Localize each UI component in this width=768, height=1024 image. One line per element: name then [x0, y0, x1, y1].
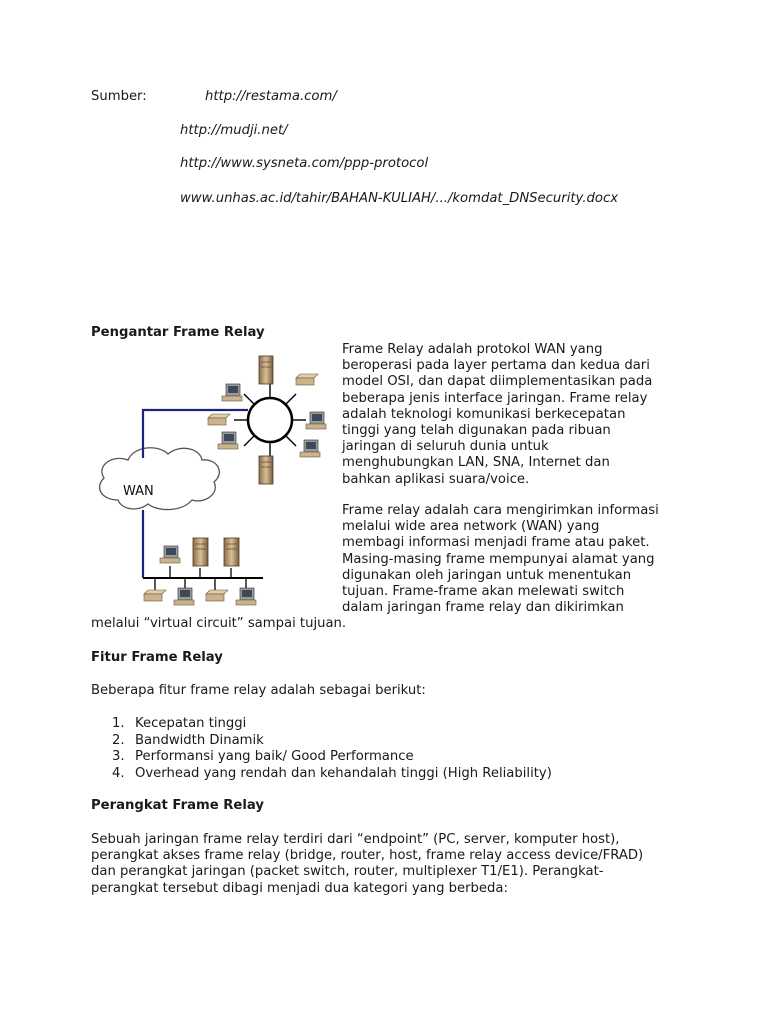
workstation-icon [160, 546, 180, 563]
text-line: dalam jaringan frame relay dan dikirimkan [342, 600, 624, 616]
list-text: Bandwidth Dinamik [135, 732, 264, 748]
router-icon [144, 590, 166, 601]
source-url[interactable]: www.unhas.ac.id/tahir/BAHAN-KULIAH/.../komdat_DNSecurity.docx [180, 191, 618, 206]
text-line: Masing-masing frame mempunyai alamat yang [342, 551, 655, 567]
features-intro: Beberapa fitur frame relay adalah sebagai berikut: [91, 683, 426, 698]
router-icon [206, 590, 228, 601]
workstation-icon [306, 412, 326, 429]
text-line: beberapa jenis interface jaringan. Frame relay [342, 390, 648, 406]
text-line: jaringan di seluruh dunia untuk [342, 439, 549, 455]
frame-relay-switch-ring [234, 384, 306, 456]
wan-cloud-icon [100, 448, 220, 510]
frame-relay-network-diagram [88, 340, 338, 620]
intro-heading: Pengantar Frame Relay [91, 325, 265, 340]
list-number: 1. [112, 716, 125, 731]
text-line: perangkat akses frame relay (bridge, router, host, frame relay access device/FRAD) [91, 848, 644, 864]
text-line: digunakan oleh jaringan untuk menentukan [342, 567, 632, 583]
tower-server-icon [259, 456, 273, 484]
list-text: Kecepatan tinggi [135, 716, 247, 731]
tower-server-icon [193, 538, 208, 566]
text-line: membagi informasi menjadi frame atau paket. [342, 535, 650, 551]
list-text: Overhead yang rendah dan kehandalah tinggi (High Reliability) [135, 765, 552, 781]
text-line: bahkan aplikasi suara/voice. [342, 471, 530, 487]
text-line: Frame relay adalah cara mengirimkan informasi [342, 503, 659, 518]
list-number: 2. [112, 732, 125, 748]
workstation-icon [222, 384, 242, 401]
source-url[interactable]: http://www.sysneta.com/ppp-protocol [180, 156, 429, 171]
router-icon [208, 414, 230, 425]
source-url[interactable]: http://mudji.net/ [180, 123, 288, 138]
devices-paragraph [91, 832, 643, 897]
text-line: melalui “virtual circuit” sampai tujuan. [91, 616, 347, 631]
text-line: Frame Relay adalah protokol WAN yang [342, 342, 603, 357]
text-line: menghubungkan LAN, SNA, Internet dan [342, 455, 610, 471]
text-line: model OSI, dan dapat diimplementasikan pada [342, 374, 653, 390]
text-line: melalui wide area network (WAN) yang [342, 519, 600, 535]
workstation-icon [300, 440, 320, 457]
text-line: beroperasi pada layer pertama dan kedua dari [342, 358, 650, 374]
tower-server-icon [224, 538, 239, 566]
features-heading: Fitur Frame Relay [91, 650, 223, 665]
list-text: Performansi yang baik/ Good Performance [135, 749, 414, 764]
tower-server-icon [259, 356, 273, 384]
workstation-icon [236, 588, 256, 605]
list-number: 3. [112, 749, 125, 764]
text-line: dan perangkat jaringan (packet switch, router, multiplexer T1/E1). Perangkat- [91, 864, 604, 880]
text-line: perangkat tersebut dibagi menjadi dua kategori yang berbeda: [91, 880, 508, 896]
workstation-icon [174, 588, 194, 605]
text-line: tinggi yang telah digunakan pada ribuan [342, 423, 611, 439]
text-line: Sebuah jaringan frame relay terdiri dari “endpoint” (PC, server, komputer host), [91, 832, 620, 847]
text-line: adalah teknologi komunikasi berkecepatan [342, 406, 626, 422]
list-number: 4. [112, 765, 125, 781]
router-icon [296, 374, 318, 385]
devices-heading: Perangkat Frame Relay [91, 798, 264, 813]
text-line: tujuan. Frame-frame akan melewati switch [342, 584, 625, 600]
workstation-icon [218, 432, 238, 449]
intro-paragraph-2 [342, 503, 659, 616]
wan-label: WAN [123, 484, 154, 499]
source-url[interactable]: http://restama.com/ [205, 89, 337, 104]
intro-paragraph-1 [342, 342, 652, 488]
sources-label: Sumber: [91, 89, 147, 104]
